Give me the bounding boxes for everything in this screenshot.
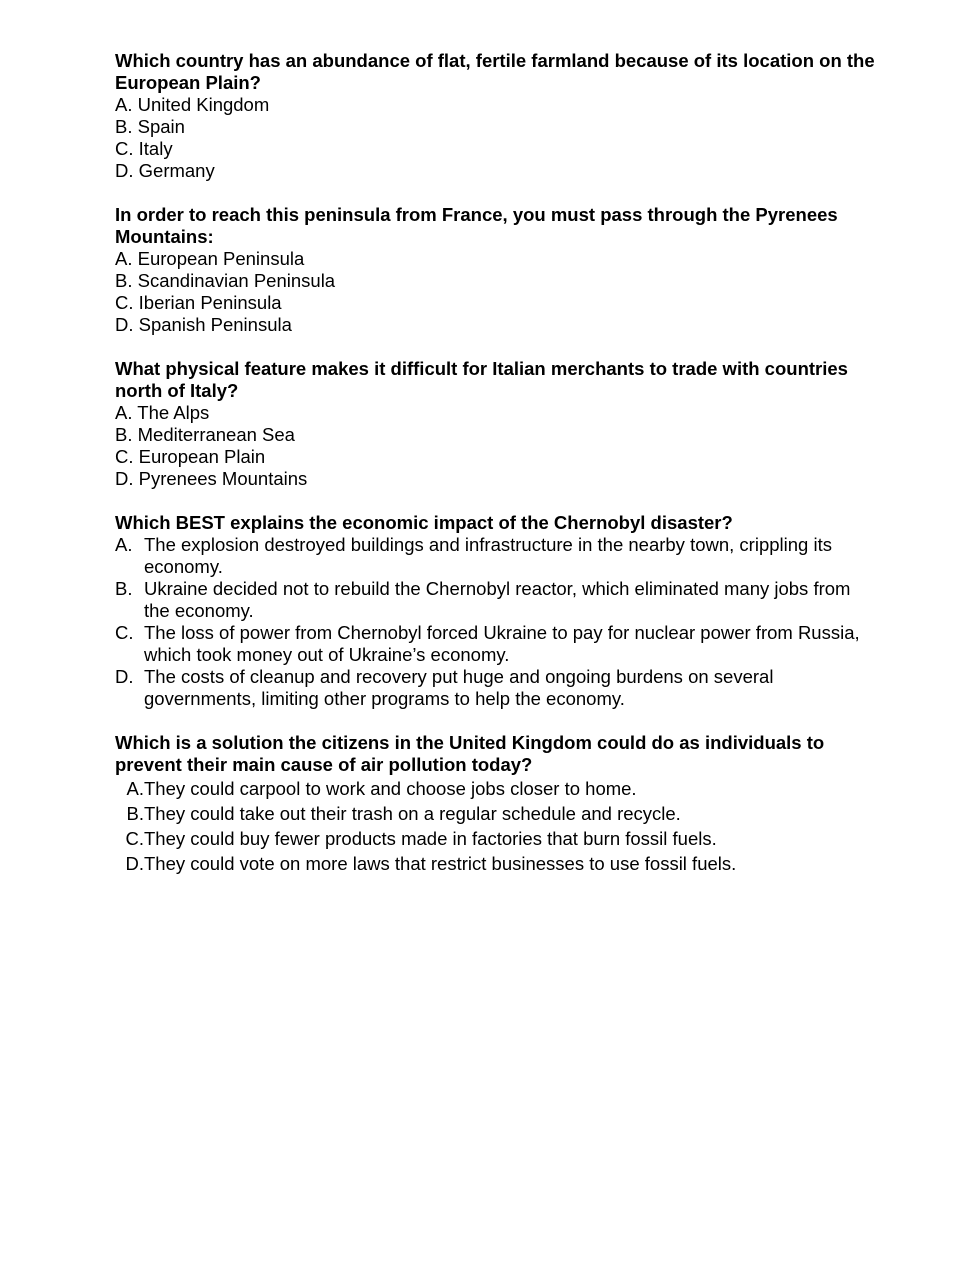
option-text: Spain — [137, 116, 185, 137]
answer-option — [115, 446, 875, 468]
answer-option — [115, 534, 875, 578]
option-letter: C. — [115, 446, 134, 467]
option-text: Spanish Peninsula — [138, 314, 292, 335]
option-text: The Alps — [137, 402, 210, 423]
answer-option — [115, 116, 875, 138]
answer-option — [115, 424, 875, 446]
answer-option — [115, 314, 875, 336]
option-text: The costs of cleanup and recovery put huge and ongoing burdens on several governments, limiting other programs to help the economy. — [144, 666, 774, 709]
option-letter: C. — [115, 292, 134, 313]
option-text: Scandinavian Peninsula — [137, 270, 336, 291]
option-text: United Kingdom — [137, 94, 270, 115]
worksheet-page — [115, 50, 875, 898]
question-2 — [115, 204, 875, 336]
option-letter: A. — [115, 402, 133, 423]
answer-option — [115, 851, 875, 876]
answer-option — [115, 666, 875, 710]
option-text: Italy — [138, 138, 173, 159]
option-letter: B. — [126, 803, 144, 824]
option-letter: A. — [115, 534, 133, 555]
option-letter: A. — [126, 778, 144, 799]
option-text: European Plain — [138, 446, 266, 467]
answer-option — [115, 292, 875, 314]
option-text: The explosion destroyed buildings and infrastructure in the nearby town, crippling its economy. — [144, 534, 832, 577]
option-text: The loss of power from Chernobyl forced Ukraine to pay for nuclear power from Russia, which took money out of Ukraine’s economy. — [144, 622, 860, 665]
answer-option — [115, 776, 875, 801]
option-letter: B. — [115, 116, 133, 137]
option-text: They could carpool to work and choose jobs closer to home. — [144, 778, 637, 799]
answer-option — [115, 160, 875, 182]
answer-option — [115, 622, 875, 666]
answer-option — [115, 578, 875, 622]
option-text: They could buy fewer products made in factories that burn fossil fuels. — [144, 828, 717, 849]
option-letter: D. — [115, 468, 134, 489]
answer-option — [115, 402, 875, 424]
answer-option — [115, 270, 875, 292]
option-text: They could vote on more laws that restrict businesses to use fossil fuels. — [144, 853, 737, 874]
question-4 — [115, 512, 875, 710]
option-letter: A. — [115, 94, 133, 115]
question-prompt: Which is a solution the citizens in the United Kingdom could do as individuals to prevent their main cause of air pollution today? — [115, 732, 825, 775]
option-letter: D. — [115, 160, 134, 181]
question-3 — [115, 358, 875, 490]
answer-option — [115, 801, 875, 826]
answer-option — [115, 94, 875, 116]
question-5 — [115, 732, 875, 876]
question-prompt: What physical feature makes it difficult for Italian merchants to trade with countries north of Italy? — [115, 358, 848, 401]
option-letter: D. — [115, 314, 134, 335]
option-text: Germany — [138, 160, 215, 181]
option-letter: A. — [115, 248, 133, 269]
option-letter: D. — [115, 666, 134, 687]
question-prompt: Which country has an abundance of flat, fertile farmland because of its location on the European Plain? — [115, 50, 875, 93]
option-text: European Peninsula — [137, 248, 305, 269]
option-letter: B. — [115, 578, 133, 599]
option-letter: C. — [115, 622, 134, 643]
answer-option — [115, 138, 875, 160]
option-letter: C. — [115, 138, 134, 159]
option-text: Ukraine decided not to rebuild the Chernobyl reactor, which eliminated many jobs from the economy. — [144, 578, 851, 621]
option-text: Pyrenees Mountains — [138, 468, 308, 489]
option-text: Iberian Peninsula — [138, 292, 282, 313]
question-1 — [115, 50, 875, 182]
question-prompt: Which BEST explains the economic impact of the Chernobyl disaster? — [115, 512, 733, 533]
answer-option — [115, 468, 875, 490]
answer-option — [115, 826, 875, 851]
option-letter: C. — [125, 828, 144, 849]
question-prompt: In order to reach this peninsula from France, you must pass through the Pyrenees Mountains: — [115, 204, 838, 247]
option-text: Mediterranean Sea — [137, 424, 295, 445]
option-letter: B. — [115, 270, 133, 291]
option-letter: B. — [115, 424, 133, 445]
answer-option — [115, 248, 875, 270]
option-letter: D. — [125, 853, 144, 874]
option-text: They could take out their trash on a regular schedule and recycle. — [144, 803, 681, 824]
